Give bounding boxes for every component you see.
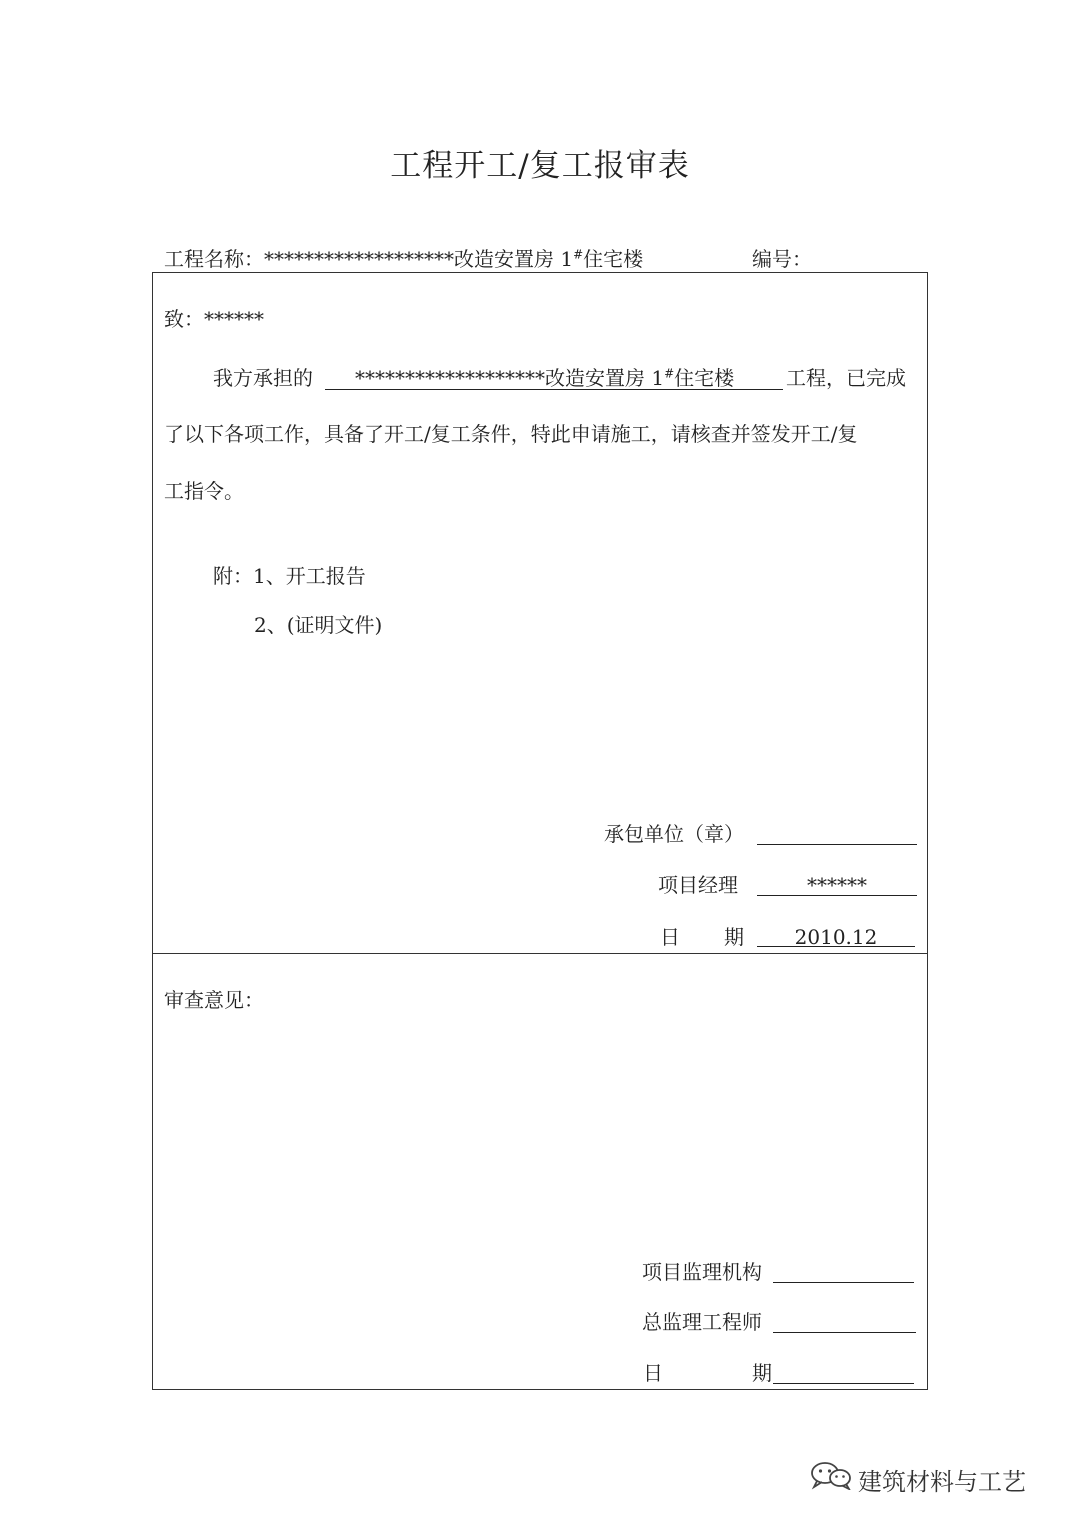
date-value: 2010.12 <box>794 925 878 949</box>
watermark-text: 建筑材料与工艺 <box>858 1468 1026 1496</box>
project-name-underline <box>325 389 783 390</box>
manager-underline <box>757 895 917 896</box>
attachment-1: 附：1、开工报告 <box>213 564 366 588</box>
attachment-2: 2、(证明文件) <box>254 613 383 637</box>
para-project-name: *******************改造安置房 1#住宅楼 <box>355 366 735 390</box>
para-prefix: 我方承担的 <box>213 366 313 390</box>
chief-engineer-label: 总监理工程师 <box>642 1310 762 1334</box>
para-line1-end: 工程，已完成 <box>786 366 906 390</box>
addressee-value: ****** <box>204 307 264 331</box>
date-label-1: 日 <box>660 925 680 949</box>
project-name-field <box>164 247 643 271</box>
review-opinion-label: 审查意见： <box>164 988 264 1012</box>
addressee <box>164 307 264 331</box>
chief-engineer-underline <box>773 1332 916 1333</box>
review-date-label-2: 期 <box>752 1361 772 1385</box>
manager-label: 项目经理 <box>658 873 738 897</box>
contractor-label: 承包单位（章） <box>604 822 744 846</box>
form-title: 工程开工/复工报审表 <box>390 148 690 184</box>
manager-value: ****** <box>807 873 867 897</box>
review-date-underline <box>773 1383 914 1384</box>
section-divider <box>152 953 928 954</box>
supervision-org-underline <box>773 1282 914 1283</box>
wechat-icon <box>808 1460 854 1490</box>
project-name-value: *******************改造安置房 1 <box>264 247 574 271</box>
supervision-org-label: 项目监理机构 <box>642 1260 762 1284</box>
addressee-label: 致： <box>164 307 204 331</box>
review-date-label-1: 日 <box>643 1361 663 1385</box>
para-line3: 工指令。 <box>164 479 244 503</box>
project-name-sup: # <box>573 247 584 262</box>
date-label-2: 期 <box>724 925 744 949</box>
date-underline <box>757 946 915 947</box>
project-name-label: 工程名称： <box>164 247 264 271</box>
form-number-label: 编号： <box>752 247 812 271</box>
para-line2: 了以下各项工作，具备了开工/复工条件，特此申请施工，请核查并签发开工/复 <box>164 422 858 446</box>
project-name-suffix: 住宅楼 <box>583 247 644 271</box>
attachment-label: 附： <box>213 564 253 588</box>
contractor-underline <box>757 844 917 845</box>
